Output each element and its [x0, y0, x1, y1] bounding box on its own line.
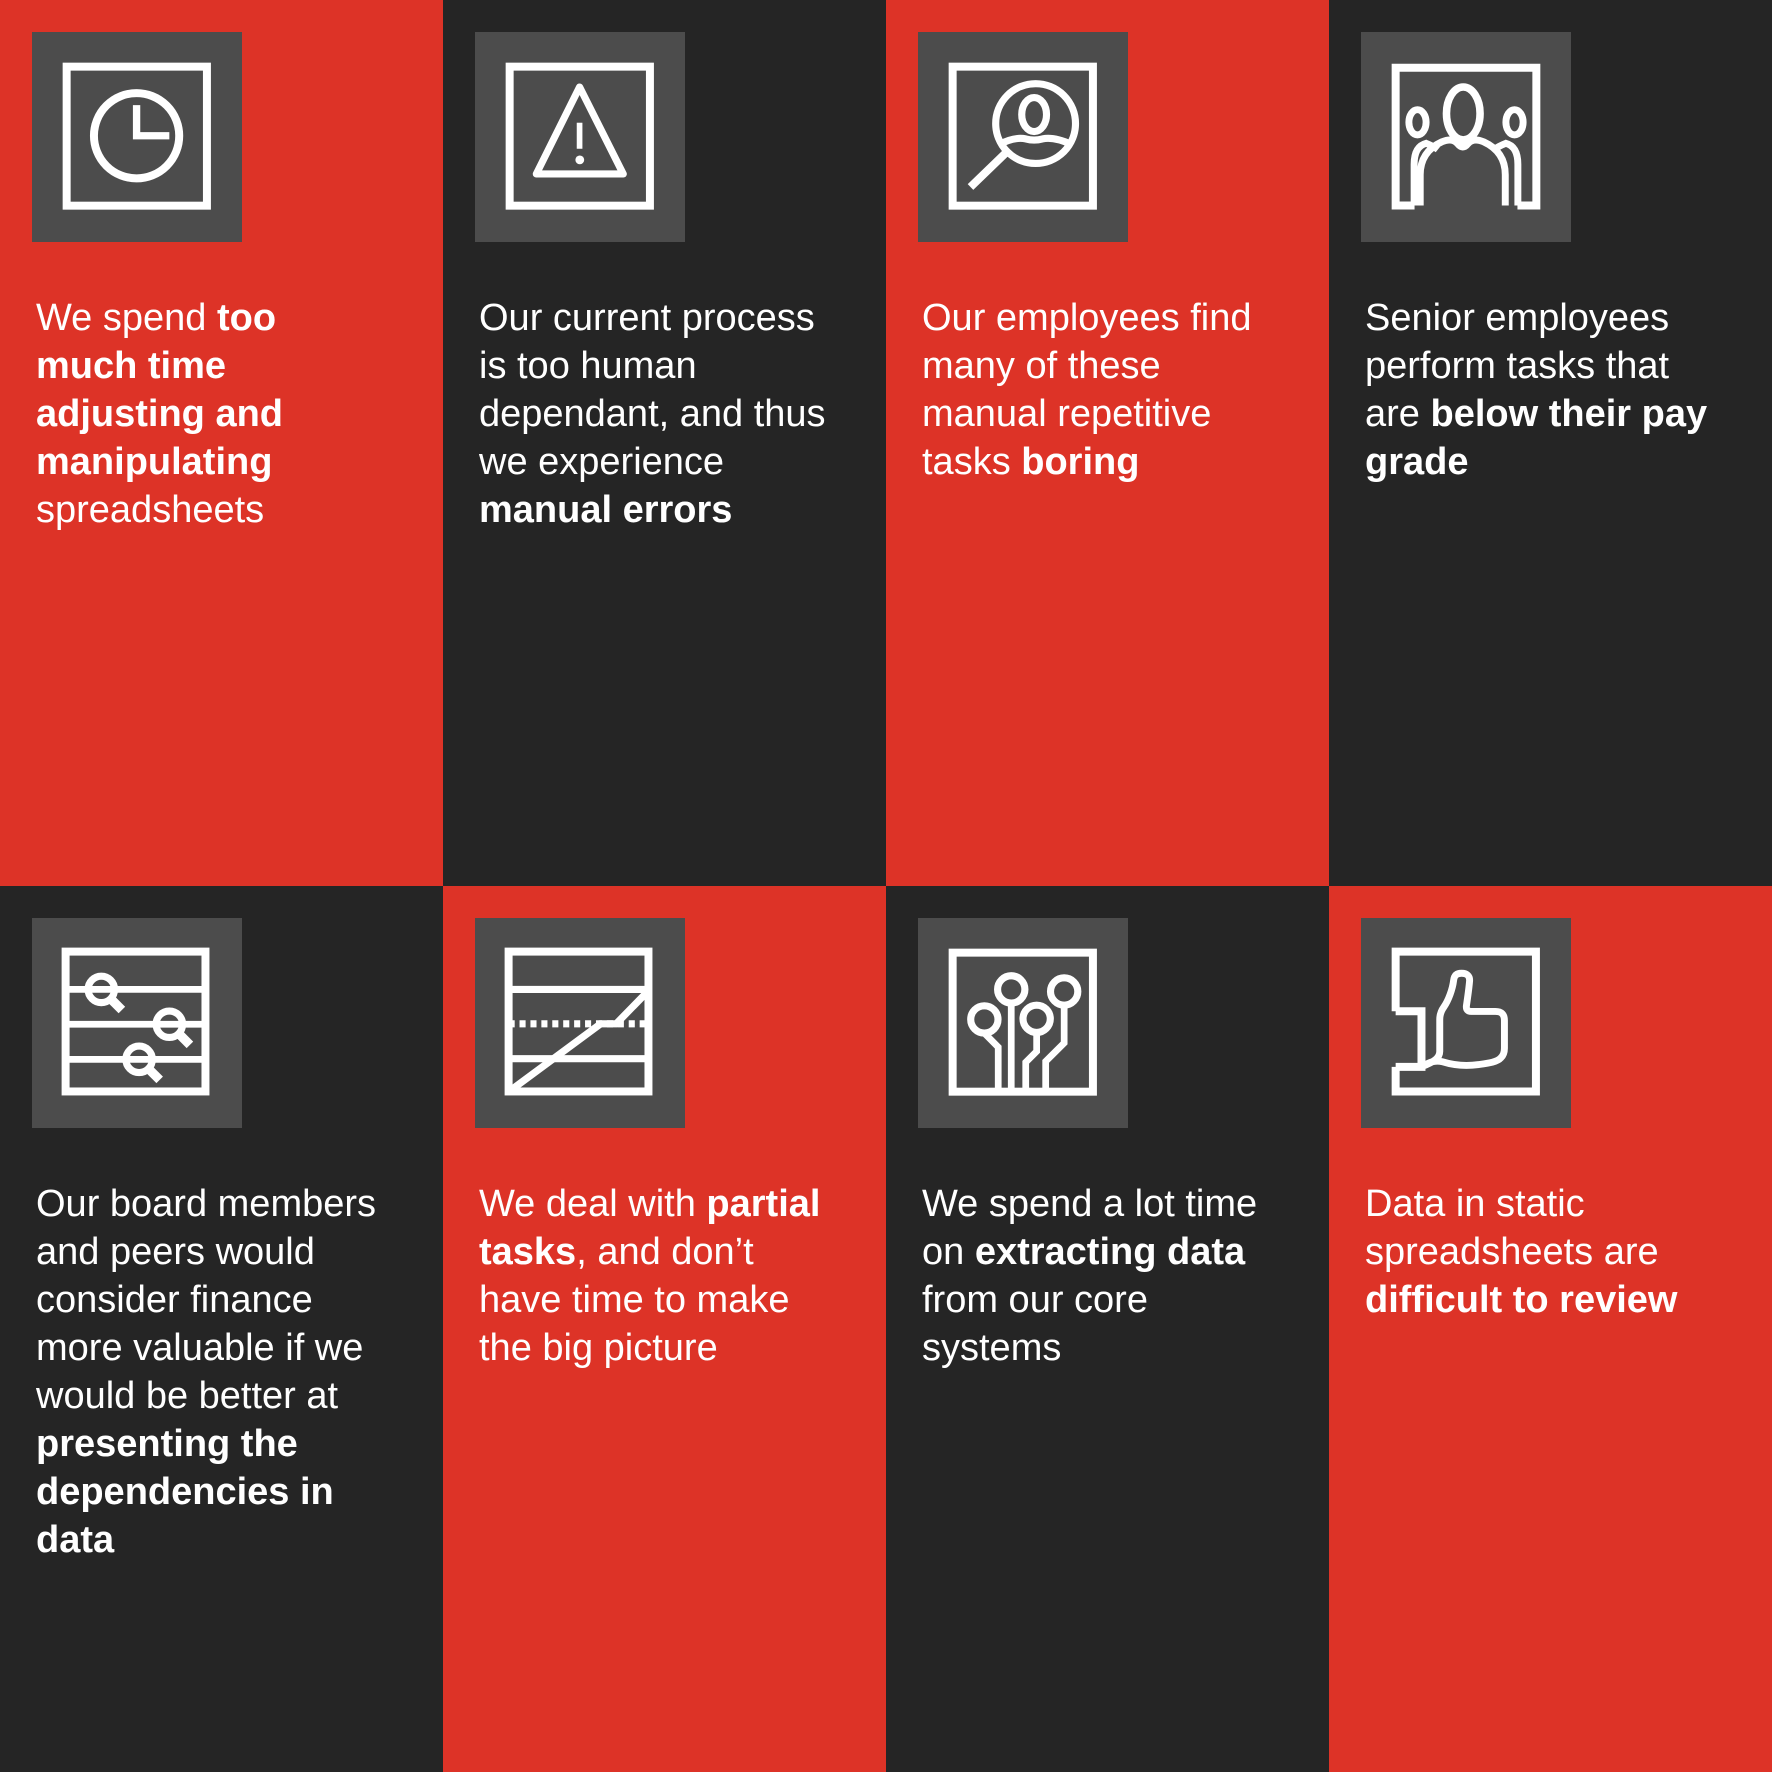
partial-chart-icon: [475, 918, 685, 1128]
card-data-dependencies: [0, 886, 443, 1772]
card-text: Our current process is too human dependant, and thus we experience manual errors: [479, 297, 826, 531]
card-partial-tasks: [443, 886, 886, 1772]
icon-box: [918, 32, 1128, 242]
card-text: Our employees find many of these manual repetitive tasks boring: [922, 297, 1252, 483]
card-text: We deal with partial tasks, and don’t have time to make the big picture: [479, 1183, 821, 1369]
clock-icon: [32, 32, 242, 242]
circuit-icon: [918, 918, 1128, 1128]
card-boring-tasks: [886, 0, 1329, 886]
icon-box: [32, 918, 242, 1128]
icon-box: [475, 32, 685, 242]
card-text: Data in static spreadsheets are difficult to review: [1365, 1183, 1678, 1321]
icon-box: [1361, 32, 1571, 242]
person-search-icon: [918, 32, 1128, 242]
thumbs-up-icon: [1361, 918, 1571, 1128]
card-text: We spend too much time adjusting and manipulating spreadsheets: [36, 297, 283, 531]
card-manual-errors: [443, 0, 886, 886]
icon-box: [475, 918, 685, 1128]
icon-box: [918, 918, 1128, 1128]
card-text: Our board members and peers would consider finance more valuable if we would be better at presenting the dependencies in data: [36, 1183, 377, 1561]
card-time-spent: [0, 0, 443, 886]
card-text: We spend a lot time on extracting data from our core systems: [922, 1183, 1258, 1369]
warning-icon: [475, 32, 685, 242]
icon-box: [1361, 918, 1571, 1128]
card-difficult-review: [1329, 886, 1772, 1772]
icon-box: [32, 32, 242, 242]
card-text: Senior employees perform tasks that are below their pay grade: [1365, 297, 1708, 483]
card-below-pay-grade: [1329, 0, 1772, 886]
abacus-icon: [32, 918, 242, 1128]
people-icon: [1361, 32, 1571, 242]
card-extracting-data: [886, 886, 1329, 1772]
